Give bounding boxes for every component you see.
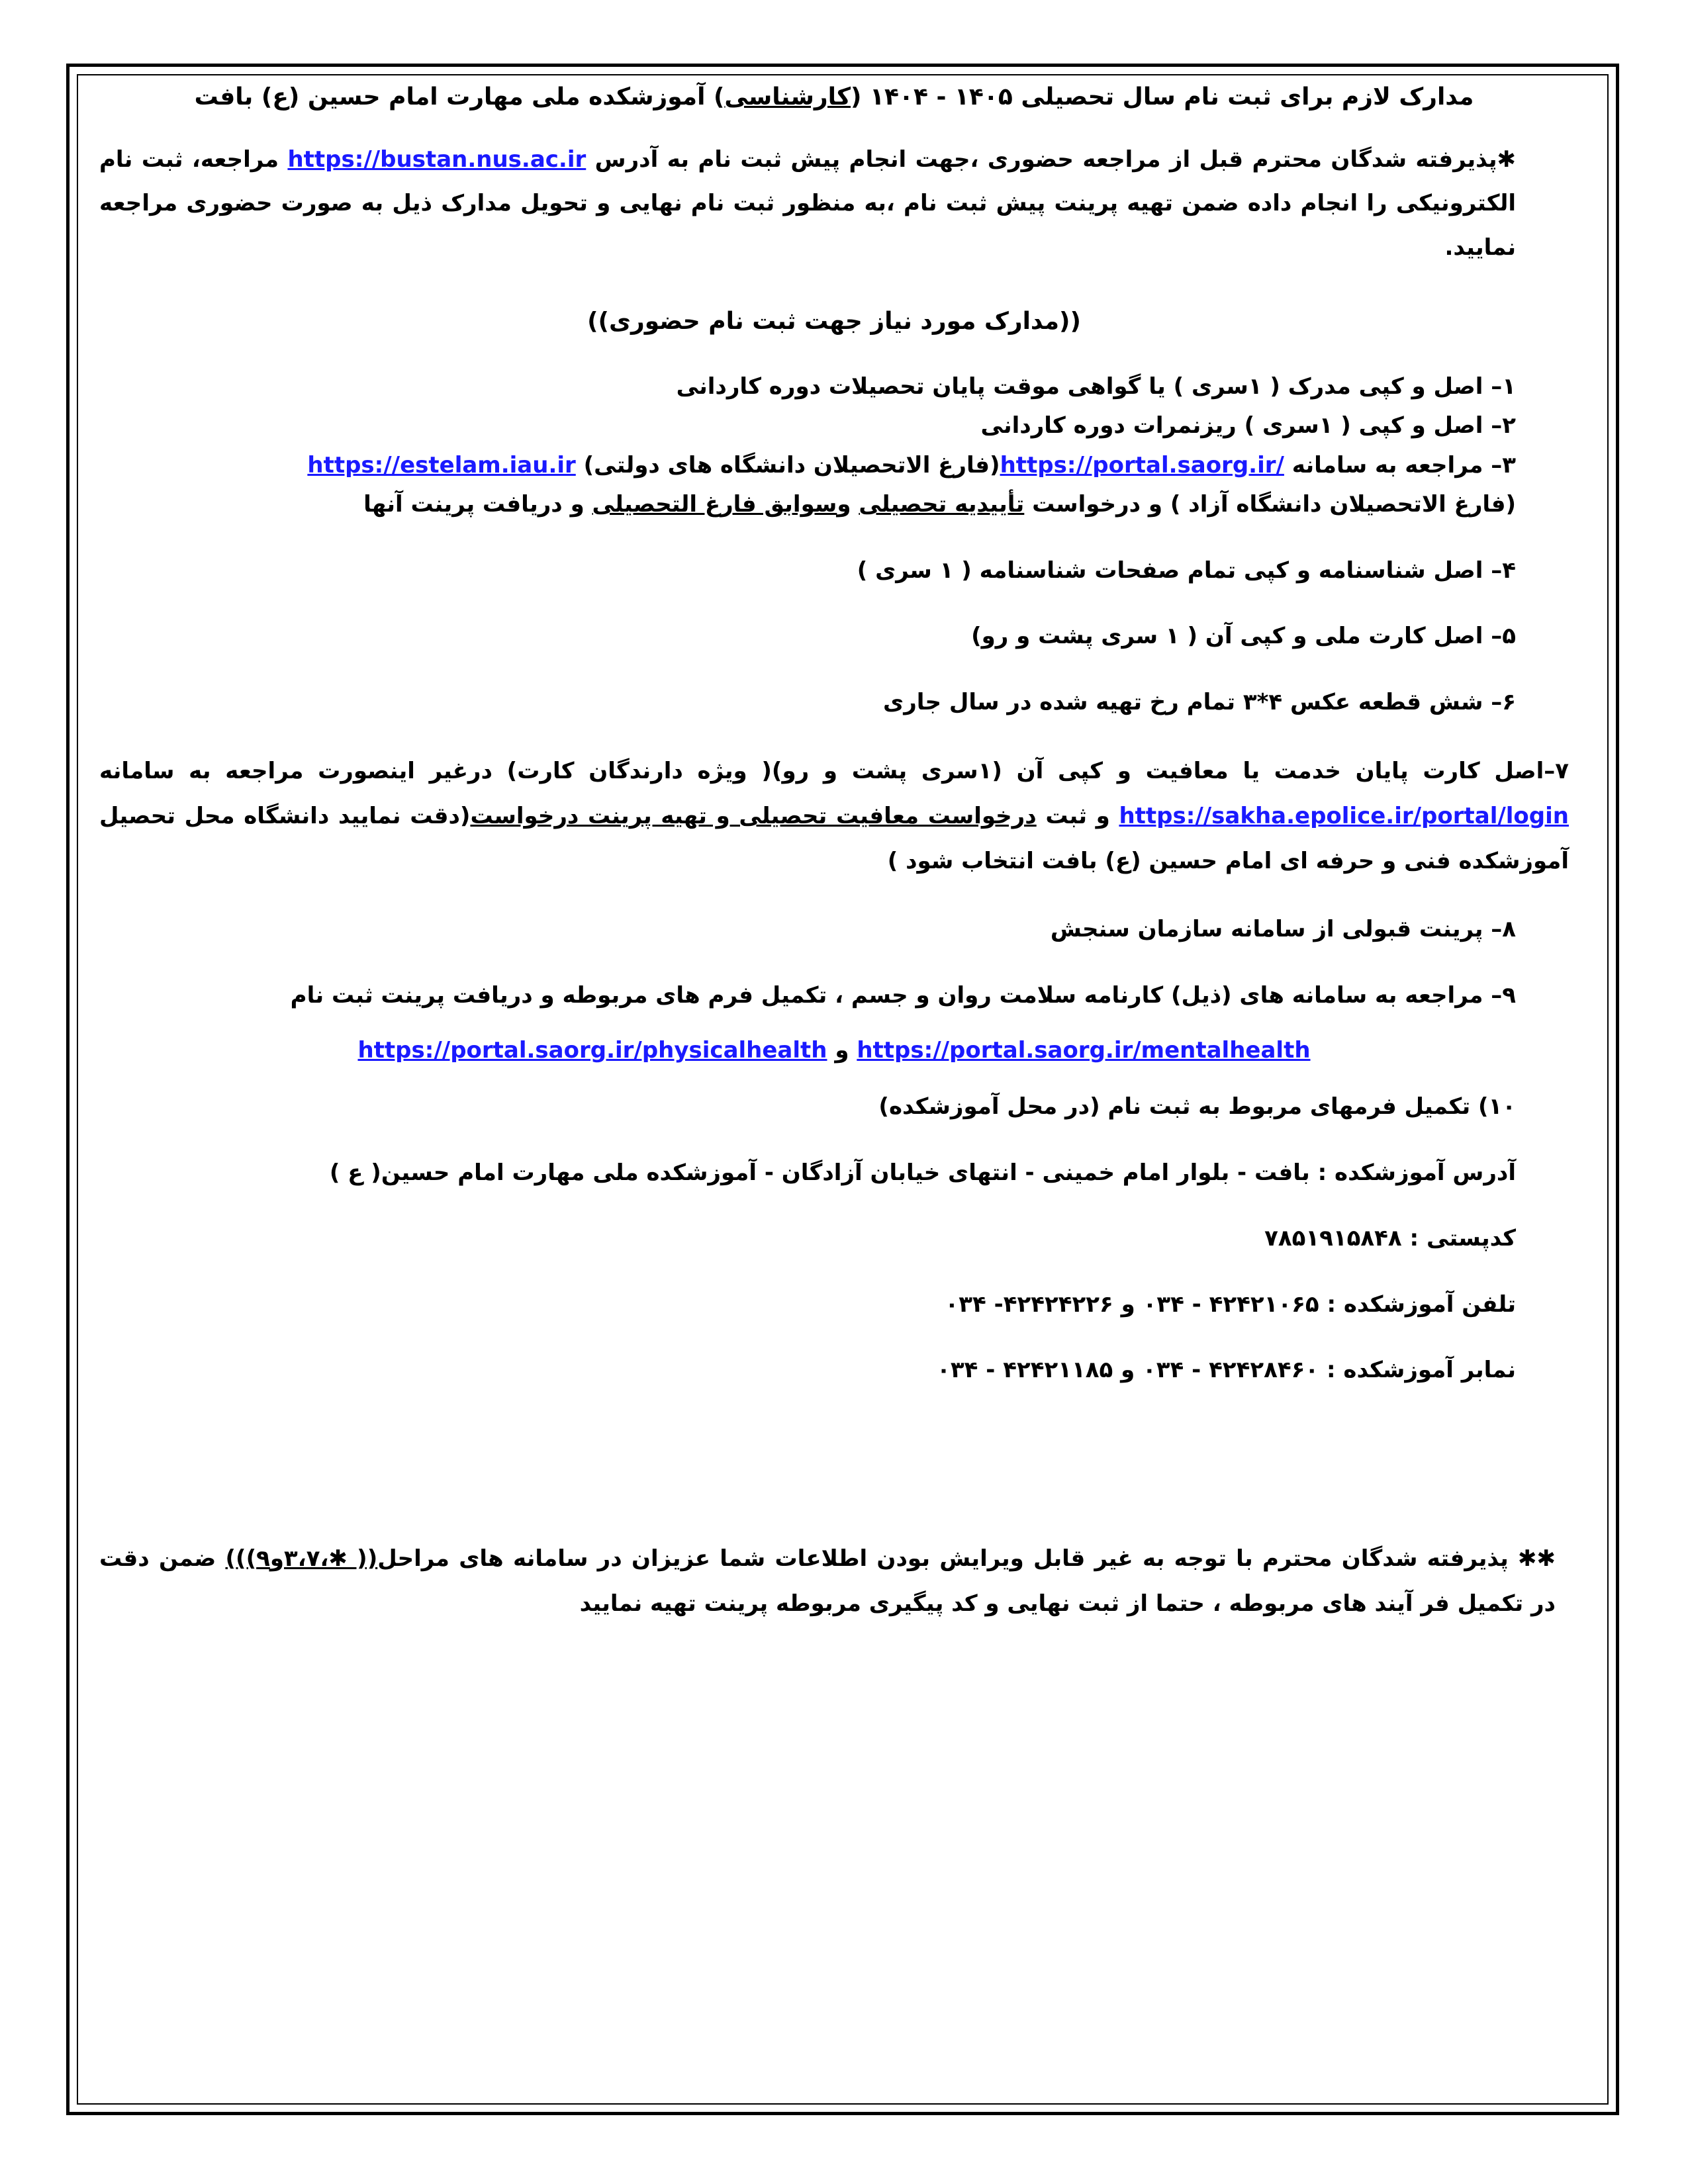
estelam-link[interactable]: https://estelam.iau.ir (307, 451, 576, 478)
mentalhealth-link[interactable]: https://portal.saorg.ir/mentalhealth (857, 1037, 1311, 1064)
list-item-2: ۲– اصل و کپی ( ۱سری ) ریزنمرات دوره کاردانی (980, 412, 1516, 439)
fax-numbers: نمابر آموزشکده : ۴۲۴۲۸۴۶۰ - ۰۳۴ و ۴۲۴۲۱۱۸۵ - ۰۳۴ (937, 1357, 1516, 1384)
list-item-5: ۵– اصل کارت ملی و کپی آن ( ۱ سری پشت و رو) (971, 623, 1516, 650)
title-part-1: مدارک لازم برای ثبت نام سال تحصیلی ۱۴۰۵ - ۱۴۰۴ ( (851, 83, 1474, 111)
list-item-10: ۱۰) تکمیل فرمهای مربوط به ثبت نام (در محل آموزشکده) (878, 1093, 1516, 1120)
sakha-link[interactable]: https://sakha.epolice.ir/portal/login (1119, 803, 1569, 830)
section-heading: ((مدارک مورد نیاز جهت ثبت نام حضوری)) (587, 307, 1081, 335)
list-item-1: ۱– اصل و کپی مدرک ( ۱سری ) یا گواهی موقت پایان تحصیلات دوره کاردانی (676, 373, 1516, 400)
postal-code: کدپستی : ۷۸۵۱۹۱۵۸۴۸ (1264, 1225, 1516, 1252)
list-item-4: ۴– اصل شناسنامه و کپی تمام صفحات شناسنامه ( ۱ سری ) (857, 557, 1516, 584)
list-item-9: ۹– مراجعه به سامانه های (ذیل) کارنامه سلامت روان و جسم ، تکمیل فرم های مربوطه و دریافت پرینت ثبت نام (290, 981, 1516, 1009)
school-address: آدرس آموزشکده : بافت - بلوار امام خمینی - انتهای خیابان آزادگان - آموزشکده ملی مهارت امام حسین( ع ) (329, 1159, 1516, 1186)
saorg-portal-link[interactable]: https://portal.saorg.ir/ (1000, 451, 1284, 478)
phone-numbers: تلفن آموزشکده : ۴۲۴۲۱۰۶۵ - ۰۳۴ و ۴۲۴۲۴۲۲۶- ۰۳۴ (945, 1291, 1516, 1318)
final-note: ✱✱ پذیرفته شدگان محترم با توجه به غیر قابل ویرایش بودن اطلاعات شما عزیزان در سامانه های مراحل(( ✱،۳،۷و۹))) ضمن دقت در تکمیل فر آیند های مربوطه ، حتما از ثبت نهایی و کد پیگیری مربوطه پرینت تهیه نمایید (99, 1545, 1556, 1617)
list-item-7: ۷–اصل کارت پایان خدمت یا معافیت و کپی آن (۱سری پشت و رو)( ویژه دارندگان کارت) درغیر اینصورت مراجعه به سامانه https://sakha.epolice.ir/portal/login و ثبت درخواست معافیت تحصیلی و تهیه پرینت درخواست(دقت نمایید دانشگاه محل تحصیل آموزشکده فنی و حرفه ای امام حسین (ع) بافت انتخاب شود ) (99, 758, 1570, 875)
health-links: https://portal.saorg.ir/mentalhealth و https://portal.saorg.ir/physicalhealth (357, 1037, 1311, 1064)
list-item-8: ۸– پرینت قبولی از سامانه سازمان سنجش (1050, 916, 1516, 943)
page-title (99, 79, 1569, 115)
document-body (99, 79, 1569, 1626)
title-degree: کارشناسی (724, 83, 851, 111)
title-part-2: ) آموزشکده ملی مهارت امام حسین (ع) بافت (194, 83, 725, 111)
list-item-3: ۳– مراجعه به سامانه https://portal.saorg.ir/(فارغ الاتحصیلان دانشگاه های دولتی) https://estelam.iau.ir (فارغ الاتحصیلان دانشگاه آزاد ) و درخواست تأییدیه تحصیلی وسوابق فارغ التحصیلی و دریافت پرینت آنها (307, 451, 1516, 518)
intro-paragraph: ✱پذیرفته شدگان محترم قبل از مراجعه حضوری ،جهت انجام پیش ثبت نام به آدرس https://bustan.nus.ac.ir مراجعه، ثبت نام الکترونیکی را انجام داده ضمن تهیه پرینت پیش ثبت نام ،به منظور ثبت نام نهایی و تحویل مدارک ذیل به صورت حضوری مراجعه نمایید. (99, 146, 1516, 261)
physicalhealth-link[interactable]: https://portal.saorg.ir/physicalhealth (357, 1037, 827, 1064)
list-item-6: ۶– شش قطعه عکس ۴*۳ تمام رخ تهیه شده در سال جاری (883, 688, 1516, 715)
bustan-link[interactable]: https://bustan.nus.ac.ir (287, 146, 586, 173)
